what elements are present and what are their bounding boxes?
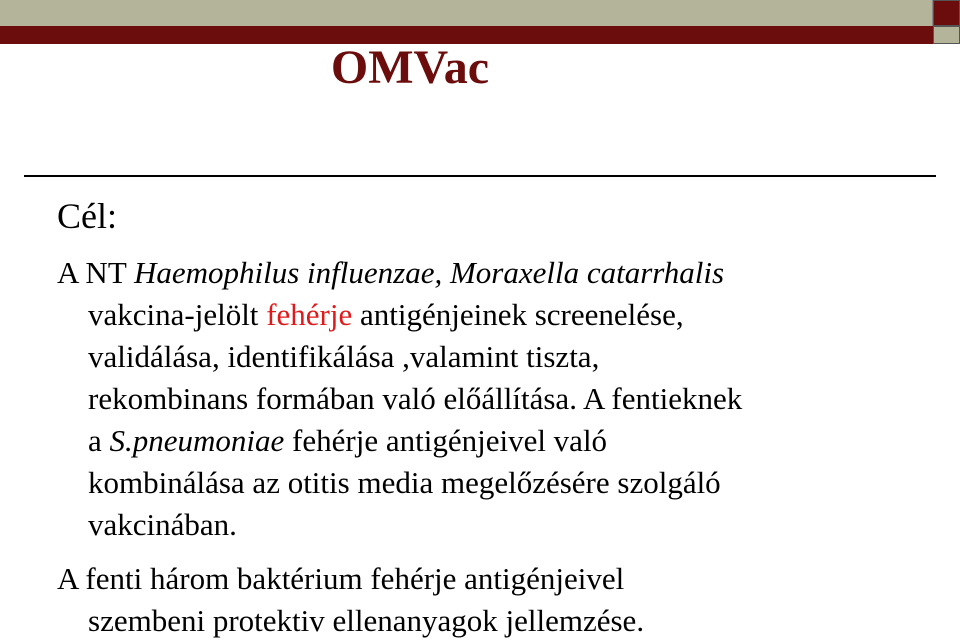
goal-line-1-prefix: A NT	[57, 255, 134, 290]
goal-line-6: kombinálása az otitis media megelőzésére szolgáló	[88, 465, 721, 500]
goal-paragraph	[57, 252, 947, 546]
second-line-1: A fenti három baktérium fehérje antigénjeivel	[57, 561, 625, 596]
highlight-word-protein: fehérje	[266, 297, 353, 332]
species-pneumoniae: S.pneumoniae	[109, 423, 285, 458]
slide-title: OMVac	[330, 41, 490, 94]
top-bar-olive-stripe	[0, 0, 933, 26]
goal-line-1	[57, 252, 947, 294]
goal-line-5-suffix: fehérje antigénjeivel való	[284, 423, 608, 458]
goal-line-2	[57, 294, 947, 336]
goal-line-2-suffix: antigénjeinek screenelése,	[352, 297, 684, 332]
goal-line-5	[57, 420, 947, 462]
corner-square-dark	[933, 0, 960, 26]
title-divider	[24, 175, 936, 177]
corner-square-light	[933, 26, 960, 44]
goal-line-2-prefix: vakcina-jelölt	[88, 297, 267, 332]
goal-line-3: validálása, identifikálása ,valamint tiszta,	[88, 339, 600, 374]
goal-line-4: rekombinans formában való előállítása. A fentieknek	[88, 381, 743, 416]
goal-line-7: vakcinában.	[88, 507, 237, 542]
species-names: Haemophilus influenzae, Moraxella catarrhalis	[133, 255, 725, 290]
goal-heading: Cél:	[57, 196, 117, 236]
goal-line-5-prefix: a	[88, 423, 110, 458]
second-paragraph	[57, 558, 947, 642]
second-line-2: szembeni protektiv ellenanyagok jellemzése.	[88, 603, 645, 638]
